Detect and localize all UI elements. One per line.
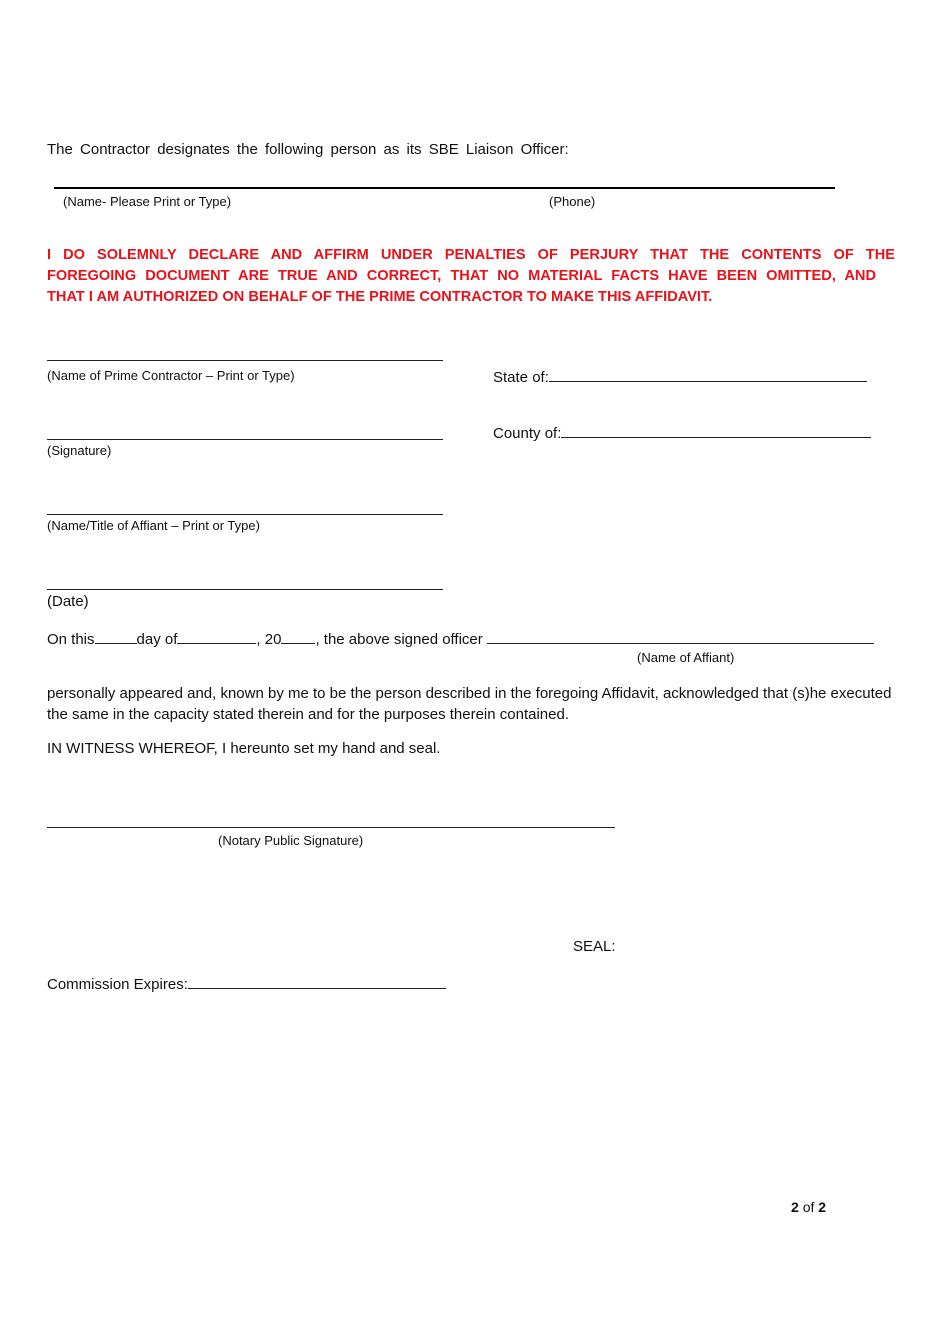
liaison-name-label: (Name- Please Print or Type) [63, 194, 232, 209]
affirmation-line-3: THAT I AM AUTHORIZED ON BEHALF OF THE PRIME CONTRACTOR TO MAKE THIS AFFIDAVIT. [47, 289, 713, 305]
notary-signature-line[interactable] [47, 813, 615, 828]
notary-signature-label: (Notary Public Signature) [218, 833, 364, 848]
state-label: State of: [493, 369, 549, 386]
county-label: County of: [493, 425, 562, 442]
affiant-name-line[interactable] [47, 499, 443, 515]
affirmation-statement [47, 245, 895, 308]
affiant-name-caption: (Name of Affiant) [637, 650, 735, 665]
page-current: 2 [791, 1199, 799, 1215]
signature-line[interactable] [47, 424, 443, 440]
month-blank[interactable] [177, 629, 256, 644]
prime-contractor-name-line[interactable] [47, 345, 443, 361]
county-field [493, 423, 871, 442]
commission-expires-line[interactable] [188, 974, 446, 989]
notary-paragraph: personally appeared and, known by me to be the person described in the foregoing Affidavit, acknowledged that (s)he executed the same in the capacity stated therein and for the purposes therein contained. [47, 685, 892, 723]
commission-label: Commission Expires: [47, 976, 188, 993]
liaison-phone-label: (Phone) [549, 194, 596, 209]
page-of: of [802, 1199, 815, 1215]
affirmation-line-1: I DO SOLEMNLY DECLARE AND AFFIRM UNDER PENALTIES OF PERJURY THAT THE CONTENTS OF THE [47, 247, 895, 263]
officer-text: , the above signed officer [315, 631, 483, 648]
affirmation-line-2: FOREGOING DOCUMENT ARE TRUE AND CORRECT, THAT NO MATERIAL FACTS HAVE BEEN OMITTED, AND [47, 268, 876, 284]
county-input-line[interactable] [561, 423, 871, 438]
state-field [493, 367, 867, 386]
commission-field [47, 974, 446, 993]
affiant-label: (Name/Title of Affiant – Print or Type) [47, 518, 260, 533]
liaison-intro: The Contractor designates the following person as its SBE Liaison Officer: [47, 141, 569, 158]
date-label: (Date) [47, 593, 89, 610]
page-number [791, 1199, 826, 1215]
year-blank[interactable] [281, 629, 315, 644]
day-blank[interactable] [95, 629, 137, 644]
prime-contractor-label: (Name of Prime Contractor – Print or Type) [47, 368, 295, 383]
on-this-text: On this [47, 631, 95, 648]
page-total: 2 [818, 1199, 827, 1215]
date-line[interactable] [47, 574, 443, 590]
year-prefix-text: , 20 [256, 631, 282, 648]
day-of-text: day of [136, 631, 178, 648]
notary-on-this-sentence [47, 629, 874, 648]
seal-label: SEAL: [573, 938, 616, 955]
liaison-name-line[interactable] [54, 187, 835, 189]
affiant-name-blank[interactable] [487, 629, 874, 644]
witness-statement: IN WITNESS WHEREOF, I hereunto set my hand and seal. [47, 740, 441, 757]
signature-label: (Signature) [47, 443, 112, 458]
state-input-line[interactable] [549, 367, 867, 382]
